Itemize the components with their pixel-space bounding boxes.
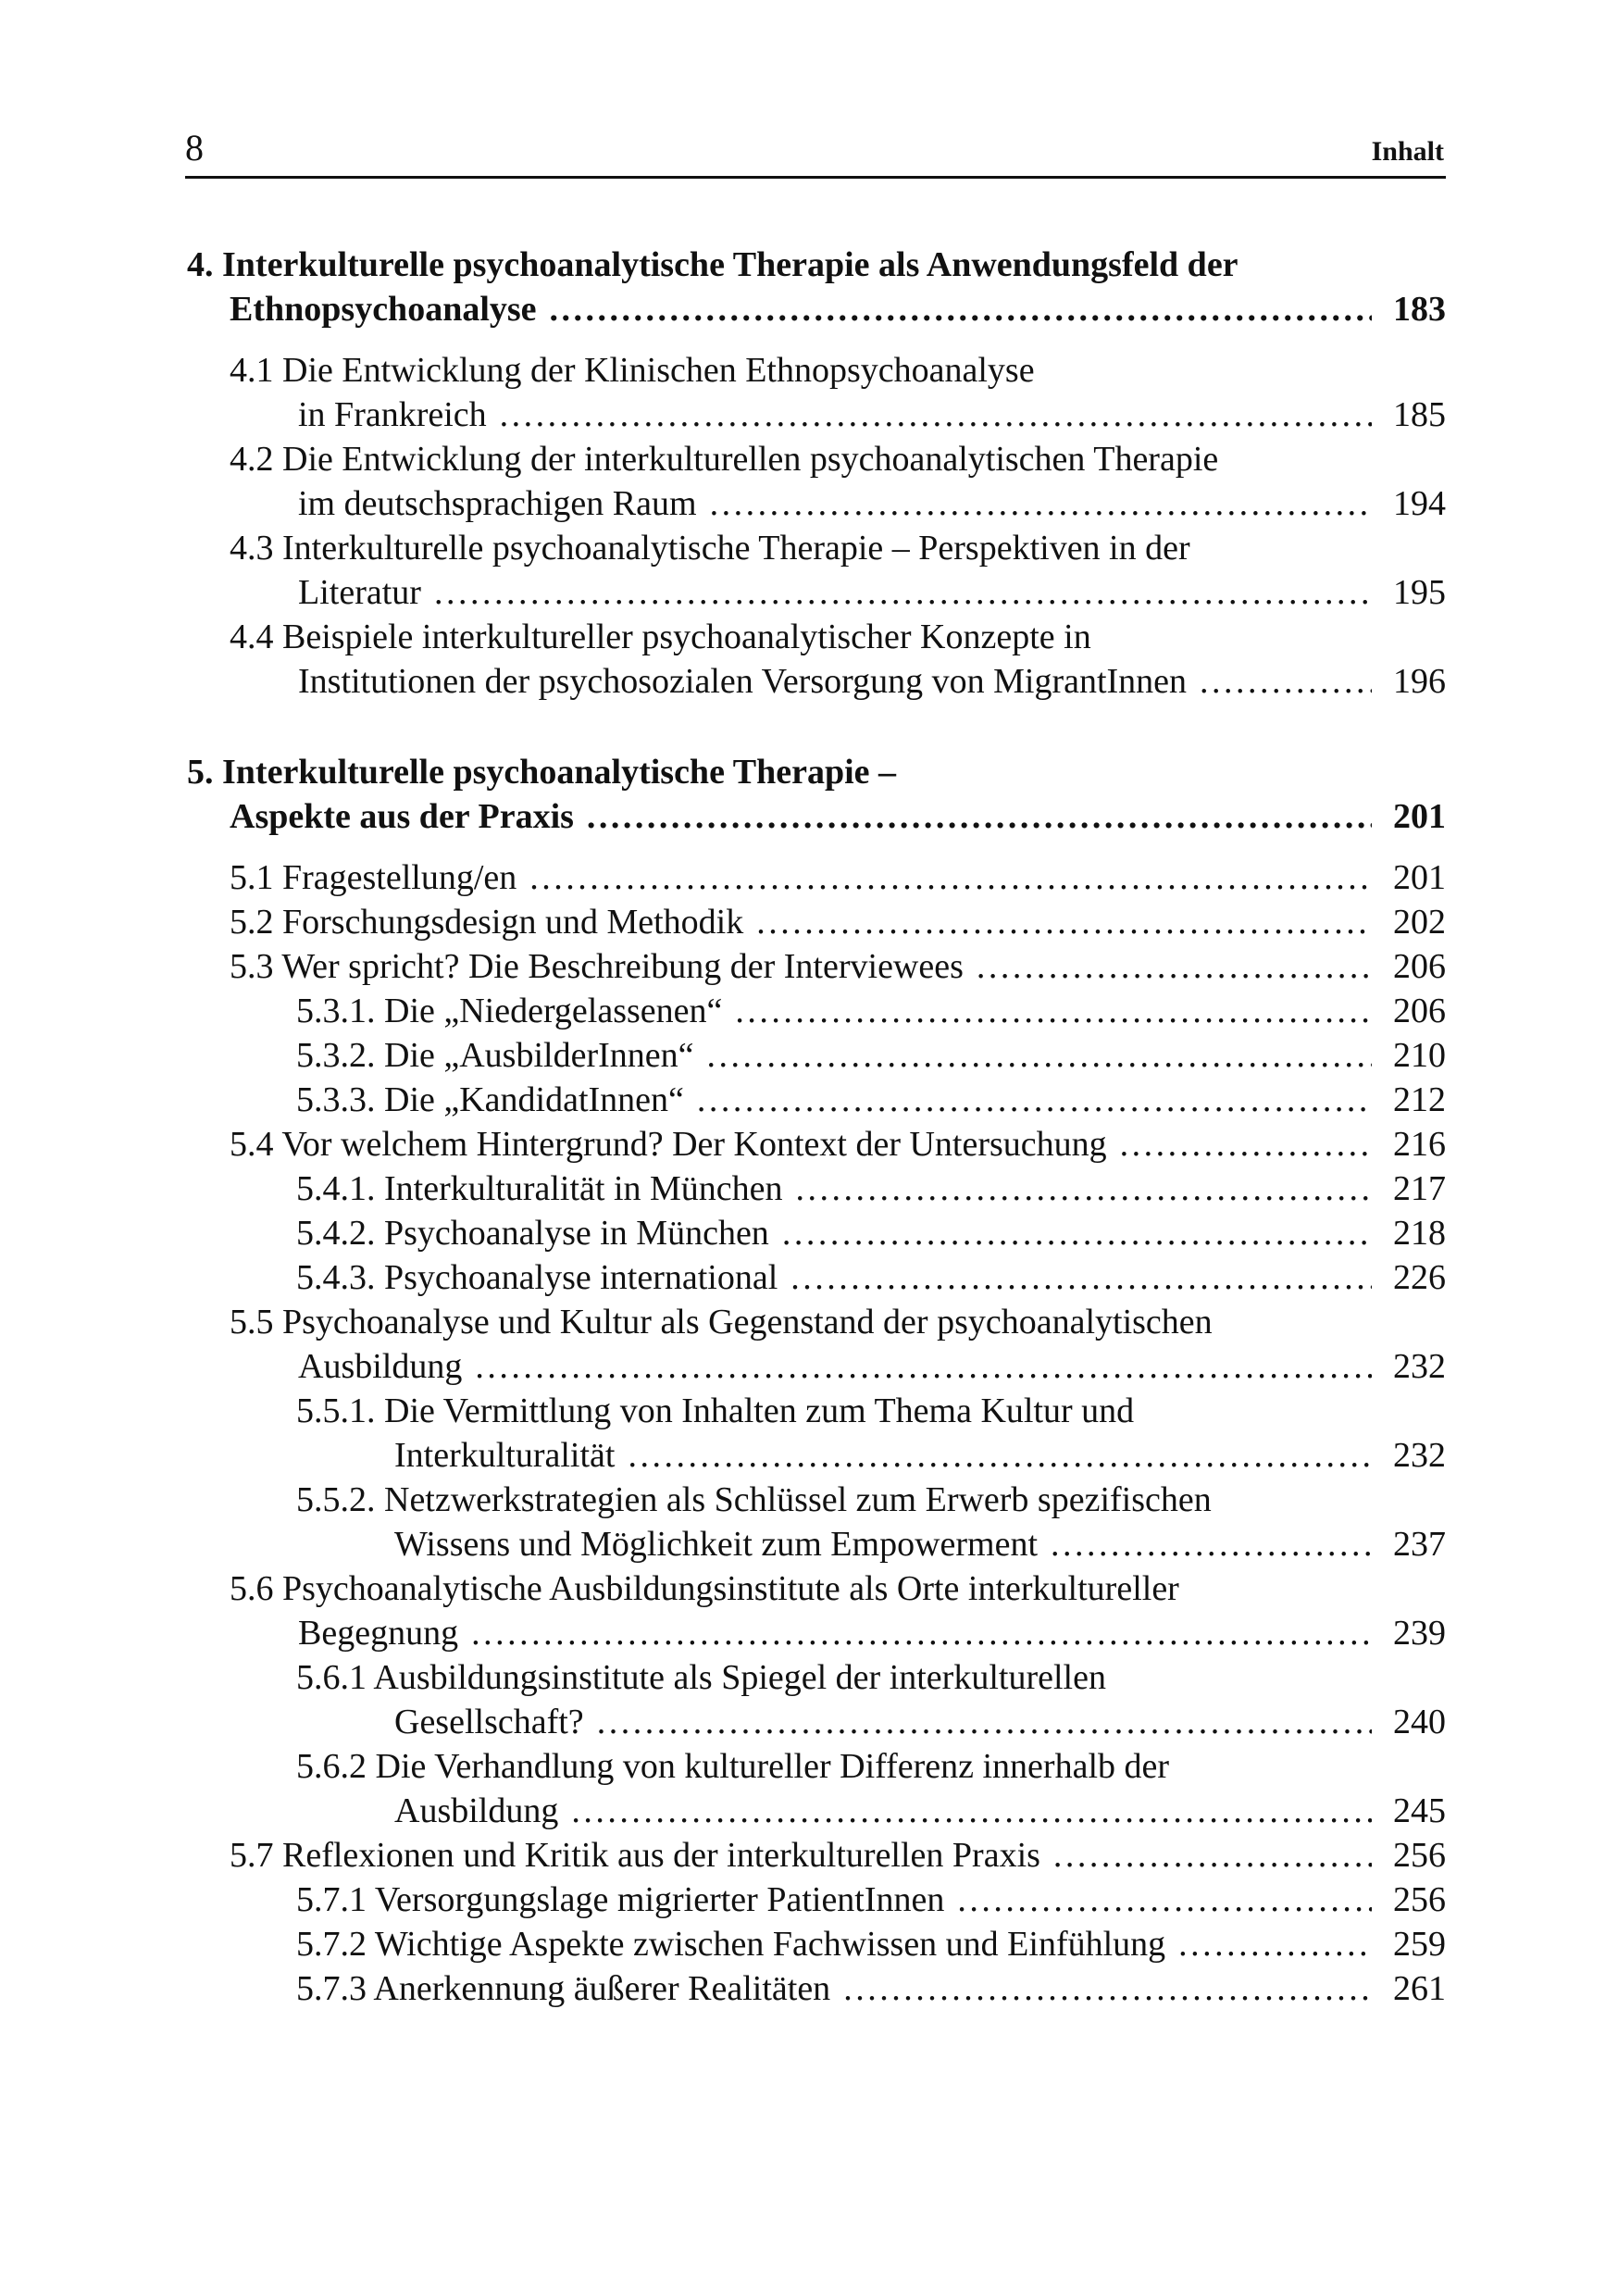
toc-page-number: 212 [1393,1080,1446,1119]
dot-leader [1120,1122,1372,1167]
dot-leader [550,287,1372,331]
table-of-contents [187,243,1446,2057]
dot-leader [1051,1522,1372,1566]
toc-section-entry [187,526,1446,615]
dot-leader [796,1167,1372,1211]
toc-chapter [187,243,1446,704]
dot-leader [628,1433,1372,1478]
toc-page-number: 196 [1393,662,1446,701]
toc-section-entry [187,1389,1446,1478]
toc-section-entry [187,1922,1446,1966]
dot-leader [790,1255,1372,1300]
toc-page-number: 218 [1393,1214,1446,1253]
toc-page-number: 232 [1393,1347,1446,1386]
toc-section-text: Institutionen der psychosozialen Versorgung von MigrantInnen [298,662,1188,701]
toc-section-text: 5.6.2 Die Verhandlung von kultureller Differenz innerhalb der [296,1747,1170,1786]
toc-section-entry [187,437,1446,526]
toc-section-text: 5.2 Forschungsdesign und Methodik [230,903,744,942]
toc-page-number: 194 [1393,484,1446,523]
toc-section-text: Gesellschaft? [394,1703,584,1741]
toc-section-entry [187,348,1446,437]
toc-page-number: 232 [1393,1436,1446,1475]
toc-page-number: 201 [1393,797,1446,836]
toc-page-number: 202 [1393,903,1446,942]
toc-page-number: 261 [1393,1969,1446,2008]
page-header [185,128,1446,179]
toc-section-entry [187,1122,1446,1167]
toc-chapter-title-text: 4. Interkulturelle psychoanalytische Therapie als Anwendungsfeld der [187,245,1238,284]
toc-section-text: 5.4.1. Interkulturalität in München [296,1169,783,1208]
toc-section-text: 4.1 Die Entwicklung der Klinischen Ethnopsychoanalyse [230,351,1035,390]
toc-section-text: 5.5.1. Die Vermittlung von Inhalten zum Thema Kultur und [296,1391,1135,1430]
toc-section-text: 4.4 Beispiele interkultureller psychoanalytischer Konzepte in [230,618,1091,656]
toc-page-number: 185 [1393,395,1446,434]
toc-section-entry [187,989,1446,1033]
toc-section-text: 5.4 Vor welchem Hintergrund? Der Kontext der Untersuchung [230,1125,1107,1164]
toc-section-text: 5.7 Reflexionen und Kritik aus der interkulturellen Praxis [230,1836,1040,1875]
toc-section-text: 5.1 Fragestellung/en [230,858,517,897]
toc-chapter-title-text: 5. Interkulturelle psychoanalytische Therapie – [187,753,897,792]
toc-section-entry [187,1478,1446,1566]
dot-leader [697,1078,1372,1122]
toc-section-text: 5.7.3 Anerkennung äußerer Realitäten [296,1969,831,2008]
toc-page-number: 195 [1393,573,1446,612]
dot-leader [500,393,1372,437]
dot-leader [710,481,1372,526]
dot-leader [977,944,1372,989]
toc-page-number: 259 [1393,1925,1446,1964]
toc-section-entry [187,1833,1446,1878]
toc-section-text: Interkulturalität [394,1436,616,1475]
running-head: Inhalt [1371,136,1444,167]
toc-page-number: 216 [1393,1125,1446,1164]
toc-section-text: 5.5 Psychoanalyse und Kultur als Gegenstand der psychoanalytischen [230,1303,1213,1341]
toc-page-number: 201 [1393,858,1446,897]
toc-chapter-title [187,243,1446,331]
toc-section-text: 5.4.3. Psychoanalyse international [296,1258,778,1297]
toc-section-text: Ausbildung [394,1791,559,1830]
toc-section-entry [187,1300,1446,1389]
dot-leader [843,1966,1372,2011]
toc-page-number: 226 [1393,1258,1446,1297]
toc-section-entry [187,1655,1446,1744]
toc-section-text: Wissens und Möglichkeit zum Empowerment [394,1525,1039,1564]
dot-leader [571,1789,1372,1833]
toc-section-text: 5.4.2. Psychoanalyse in München [296,1214,769,1253]
dot-leader [735,989,1372,1033]
toc-page-number: 217 [1393,1169,1446,1208]
toc-section-text: 5.3.2. Die „AusbilderInnen“ [296,1036,694,1075]
toc-section-entry [187,1878,1446,1922]
toc-section-text: Begegnung [298,1614,459,1653]
toc-section-entry [187,1966,1446,2011]
toc-section-entry [187,1744,1446,1833]
toc-section-text: 5.6 Psychoanalytische Ausbildungsinstitute als Orte interkultureller [230,1569,1179,1608]
dot-leader [597,1700,1372,1744]
toc-chapter-title-text: Aspekte aus der Praxis [230,797,574,836]
toc-page-number: 206 [1393,992,1446,1030]
toc-page-number: 256 [1393,1836,1446,1875]
dot-leader [471,1611,1372,1655]
page-number: 8 [185,127,204,168]
toc-section-text: 5.3.3. Die „KandidatInnen“ [296,1080,684,1119]
toc-section-text: 5.7.2 Wichtige Aspekte zwischen Fachwissen und Einfühlung [296,1925,1166,1964]
dot-leader [782,1211,1372,1255]
toc-page-number: 239 [1393,1614,1446,1653]
toc-section-entry [187,1255,1446,1300]
toc-page-number: 245 [1393,1791,1446,1830]
dot-leader [529,855,1372,900]
toc-section-entry [187,1033,1446,1078]
toc-page-number: 210 [1393,1036,1446,1075]
toc-page-number: 206 [1393,947,1446,986]
dot-leader [475,1344,1372,1389]
toc-section-text: Ausbildung [298,1347,463,1386]
toc-section-text: 4.2 Die Entwicklung der interkulturellen psychoanalytischen Therapie [230,440,1219,479]
toc-section-entry [187,1078,1446,1122]
toc-page-number: 237 [1393,1525,1446,1564]
dot-leader [434,570,1372,615]
toc-chapter-title-text: Ethnopsychoanalyse [230,290,537,329]
toc-section-entry [187,944,1446,989]
toc-section-text: 5.3.1. Die „Niedergelassenen“ [296,992,723,1030]
dot-leader [1200,659,1372,704]
toc-chapter-title [187,750,1446,839]
dot-leader [957,1878,1372,1922]
toc-section-text: in Frankreich [298,395,487,434]
toc-page-number: 240 [1393,1703,1446,1741]
toc-section-entry [187,1566,1446,1655]
toc-section-entry [187,900,1446,944]
toc-section-entry [187,1167,1446,1211]
toc-page-number: 183 [1393,290,1446,329]
toc-section-text: 5.6.1 Ausbildungsinstitute als Spiegel der interkulturellen [296,1658,1106,1697]
toc-section-text: 5.7.1 Versorgungslage migrierter PatientInnen [296,1880,945,1919]
toc-section-text: 5.5.2. Netzwerkstrategien als Schlüssel zum Erwerb spezifischen [296,1480,1212,1519]
toc-section-text: 5.3 Wer spricht? Die Beschreibung der Interviewees [230,947,964,986]
toc-section-text: 4.3 Interkulturelle psychoanalytische Therapie – Perspektiven in der [230,529,1190,568]
toc-chapter [187,750,1446,2011]
dot-leader [587,794,1372,839]
dot-leader [707,1033,1373,1078]
toc-section-text: im deutschsprachigen Raum [298,484,697,523]
toc-page-number: 256 [1393,1880,1446,1919]
toc-section-entry [187,855,1446,900]
dot-leader [1178,1922,1372,1966]
dot-leader [1053,1833,1372,1878]
dot-leader [756,900,1372,944]
toc-section-entry [187,1211,1446,1255]
toc-section-entry [187,615,1446,704]
toc-section-text: Literatur [298,573,421,612]
